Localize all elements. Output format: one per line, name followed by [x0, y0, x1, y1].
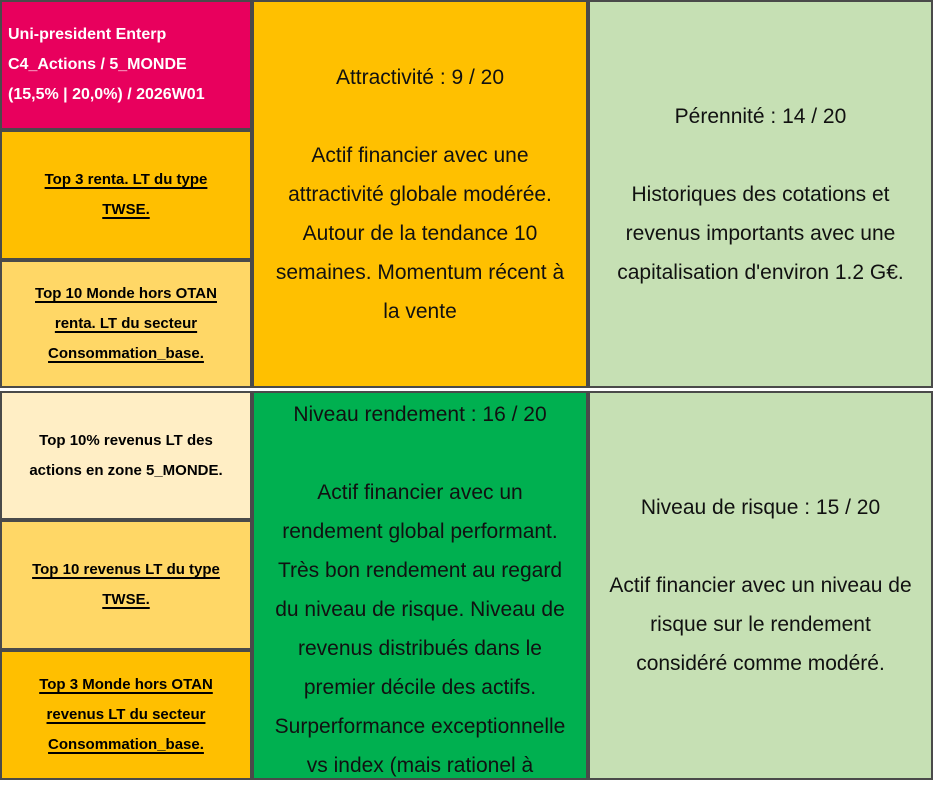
badge-top10-renta-secteur	[0, 260, 252, 388]
badge-top10-revenus-type	[0, 520, 252, 650]
score-risque-text: Niveau de risque : 15 / 20 Actif financier avec un niveau de risque sur le rendement considéré comme modéré.	[609, 496, 912, 675]
asset-header-text: Uni-president Enterp C4_Actions / 5_MONDE (15,5% | 20,0%) / 2026W01	[8, 26, 205, 103]
asset-header	[0, 0, 252, 130]
score-attractivite	[252, 0, 588, 388]
badge-top3-revenus-secteur	[0, 650, 252, 780]
badge-text: Top 10 revenus LT du type TWSE.	[32, 561, 220, 608]
badge-text: Top 10% revenus LT des actions en zone 5_MONDE.	[29, 431, 223, 479]
score-rendement-text: Niveau rendement : 16 / 20 Actif financier avec un rendement global performant. Très bon rendement au regard du niveau de risque. Niveau de revenus distribués dans le premier décile des actifs. Surperformance exceptionnelle vs index (mais rationel à	[274, 403, 566, 777]
score-attractivite-text: Attractivité : 9 / 20 Actif financier avec une attractivité globale modérée. Autour de la tendance 10 semaines. Momentum récent à la vente	[275, 65, 565, 323]
score-risque	[588, 391, 933, 780]
badge-text: Top 10 Monde hors OTAN renta. LT du secteur Consommation_base.	[35, 285, 217, 362]
score-perennite	[588, 0, 933, 388]
score-perennite-text: Pérennité : 14 / 20 Historiques des cotations et revenus importants avec une capitalisation d'environ 1.2 G€.	[617, 104, 904, 284]
badge-top10pct-revenus-zone	[0, 391, 252, 520]
badge-text: Top 3 renta. LT du type TWSE.	[44, 171, 208, 218]
badge-text: Top 3 Monde hors OTAN revenus LT du secteur Consommation_base.	[39, 676, 213, 753]
badge-top3-renta-type	[0, 130, 252, 260]
score-rendement	[252, 391, 588, 780]
